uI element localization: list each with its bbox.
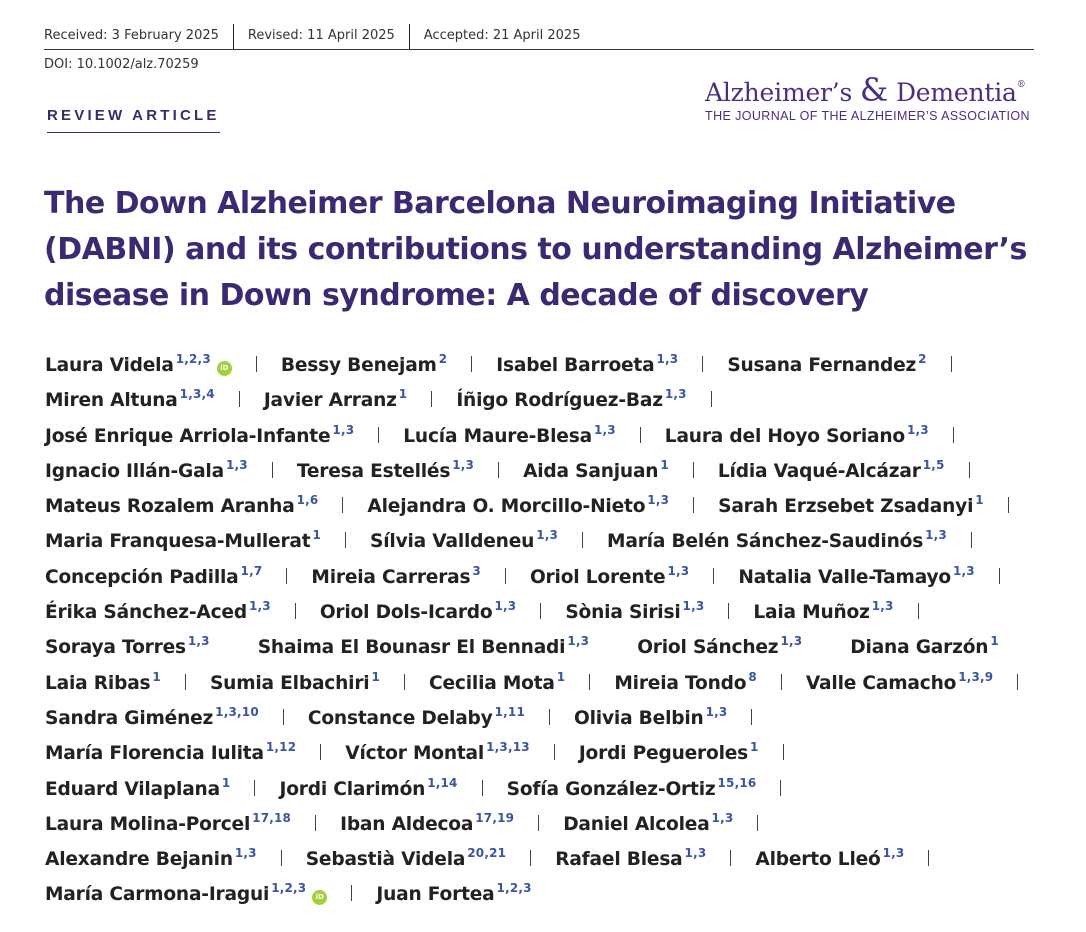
affiliation-superscript[interactable]: 1,3 [187,634,210,649]
author[interactable] [614,666,757,703]
affiliation-superscript[interactable]: 1,3 [871,599,894,614]
author[interactable] [530,560,689,597]
author-separator [1017,674,1018,690]
affiliation-superscript[interactable]: 1,3 [536,528,559,543]
author[interactable] [574,701,727,738]
affiliation-superscript[interactable]: 2 [438,352,448,366]
author-separator [295,603,296,619]
affiliation-superscript[interactable]: 1,3 [684,846,707,861]
author-name[interactable]: Alexandre Bejanin [45,849,233,871]
article-title: The Down Alzheimer Barcelona Neuroimaging Initiative (DABNI) and its contributions to understanding Alzheimer’s disease in Down syndrome: A decade of discovery [44,186,1027,313]
author-separator [431,391,432,407]
affiliation-superscript[interactable]: 1,3 [332,422,355,437]
author[interactable] [738,560,975,597]
affiliation-superscript[interactable]: 1 [221,775,231,790]
author-line [45,877,1045,912]
author-separator [505,568,506,584]
author-name[interactable]: Concepción Padilla [45,566,239,588]
author-separator [999,568,1000,584]
author-separator [780,780,781,796]
author-name[interactable]: María Belén Sánchez-Saudinós [607,531,924,553]
author-separator [711,391,712,407]
author-name[interactable]: Lídia Vaqué-Alcázar [717,460,921,482]
author[interactable] [665,419,929,456]
author-name[interactable]: María Carmona-Iragui [45,884,270,906]
affiliation-superscript[interactable]: 1,14 [427,775,458,790]
author-name[interactable]: Shaima El Bounasr El Bennadi [257,637,566,659]
author[interactable] [258,630,589,667]
journal-name-part2: Dementia [888,78,1017,107]
author-line [45,454,1045,489]
author-name[interactable]: Víctor Montal [345,743,485,765]
header-rule [44,49,1034,50]
journal-name-ampersand: & [859,71,889,109]
author-separator [540,603,541,619]
author-name[interactable]: Bessy Benejam [280,355,437,376]
author-separator [342,497,343,513]
author-separator [185,674,186,690]
affiliation-superscript[interactable]: 1,3 [952,563,975,578]
journal-name [705,70,1030,108]
author-separator [482,780,483,796]
affiliation-superscript[interactable]: 1 [750,740,759,755]
affiliation-superscript[interactable]: 1,5 [922,457,945,472]
author[interactable] [45,419,354,456]
author-separator [751,709,752,725]
affiliation-superscript[interactable]: 1,11 [494,704,526,719]
author-separator [554,744,555,760]
author-line [45,842,1045,877]
author-separator [538,815,539,831]
author-name[interactable]: Sònia Sirisi [565,602,681,624]
author-separator [781,674,782,690]
affiliation-superscript[interactable]: 1,2,3 [175,352,211,366]
author[interactable] [718,454,945,491]
author-line [45,383,1045,418]
author-separator [281,850,282,866]
affiliation-superscript[interactable]: 17,19 [475,810,515,825]
author-name[interactable]: Mireia Carreras [311,566,471,588]
affiliation-superscript[interactable]: 1 [556,669,566,684]
author-separator [702,356,703,372]
affiliation-superscript[interactable]: 1,7 [240,563,263,578]
author-name[interactable]: Laia Ribas [45,672,151,694]
affiliation-superscript[interactable]: 1,3 [494,599,517,614]
author-separator [378,427,379,443]
affiliation-superscript[interactable]: 2 [918,352,927,366]
author-separator [530,850,531,866]
author-line [45,630,1045,665]
author[interactable] [806,666,993,703]
author-name[interactable]: Érika Sánchez-Aced [45,602,247,624]
affiliation-superscript[interactable]: 1,3 [882,846,905,861]
author-separator [272,462,273,478]
author-name[interactable]: Miren Altuna [45,390,178,412]
author-separator [918,603,919,619]
affiliation-superscript[interactable]: 1,3,9 [958,669,994,684]
author[interactable] [311,560,481,597]
author[interactable] [607,524,947,561]
author-separator [345,532,346,548]
author-name[interactable]: Mateus Rozalem Aranha [45,496,295,518]
author-name[interactable]: Sebastià Videla [305,849,466,871]
author[interactable] [367,489,669,526]
author[interactable] [45,524,321,561]
author-name[interactable]: Lucía Maure-Blesa [403,425,592,447]
affiliation-superscript[interactable]: 1,3,13 [486,740,530,755]
author-separator [969,462,970,478]
affiliation-superscript[interactable]: 1,3 [452,457,475,472]
author[interactable] [753,595,893,632]
author-name[interactable]: Ignacio Illán-Gala [45,460,224,482]
author-name[interactable]: Sumia Elbachiri [209,672,370,694]
author-name[interactable]: Teresa Estellés [296,460,451,482]
affiliation-superscript[interactable]: 1 [990,634,999,649]
author-name[interactable]: Jordi Pegueroles [578,743,749,765]
author[interactable] [456,383,686,420]
author-separator [286,568,287,584]
affiliation-superscript[interactable]: 1,3 [705,704,728,719]
affiliation-superscript[interactable]: 1,2,3 [496,881,532,896]
author-name[interactable]: Alejandra O. Morcillo-Nieto [367,496,646,518]
author-name[interactable]: Soraya Torres [45,637,186,659]
author-name[interactable]: Íñigo Rodríguez-Baz [456,390,663,412]
author-separator [283,709,284,725]
author-name[interactable]: Laura Molina-Porcel [45,813,251,835]
author-name[interactable]: Rafael Blesa [555,849,683,871]
author-separator [953,427,954,443]
author-name[interactable]: Oriol Lorente [529,566,666,588]
affiliation-superscript[interactable]: 15,16 [717,775,757,790]
author[interactable] [306,842,506,879]
journal-logo [705,70,1030,123]
author[interactable] [45,701,259,738]
author[interactable] [45,630,210,667]
affiliation-superscript[interactable]: 3 [472,563,481,578]
author[interactable] [45,772,230,809]
author-name[interactable]: Constance Delaby [307,707,493,729]
author[interactable] [370,524,558,561]
affiliation-superscript[interactable]: 1,3 [780,634,803,649]
registered-mark: ® [1016,80,1026,90]
author-separator [693,497,694,513]
affiliation-superscript[interactable]: 1 [371,669,381,684]
author[interactable] [496,348,678,385]
affiliation-superscript[interactable]: 17,18 [252,810,292,825]
affiliation-superscript[interactable]: 1,3 [682,599,705,614]
author-separator [730,850,731,866]
author-line [45,701,1045,736]
revised-date: Revised: 11 April 2025 [233,24,409,49]
author-name[interactable]: Alberto Lleó [755,849,881,871]
author-line [45,524,1045,559]
author-name[interactable]: Oriol Sánchez [637,637,779,659]
affiliation-superscript[interactable]: 1 [660,457,669,472]
doi: DOI: 10.1002/alz.70259 [44,57,199,72]
affiliation-superscript[interactable]: 1 [975,493,984,508]
author-name[interactable]: Sílvia Valldeneu [370,531,535,553]
author-name[interactable]: María Florencia Iulita [45,743,264,765]
affiliation-superscript[interactable]: 1,3 [925,528,947,543]
author-name[interactable]: Susana Fernandez [727,355,917,376]
affiliation-superscript[interactable]: 1 [152,669,161,684]
author-name[interactable]: Laura Videla [45,355,174,376]
author[interactable] [45,489,318,526]
author-separator [498,462,499,478]
author-line [45,666,1045,701]
author[interactable] [45,877,327,914]
affiliation-superscript[interactable]: 20,21 [467,846,507,861]
author-separator [693,462,694,478]
author-name[interactable]: Mireia Tondo [614,672,747,694]
author-separator [239,391,240,407]
author-name[interactable]: Oriol Dols-Icardo [319,602,493,624]
journal-name-part1: Alzheimer’s [705,78,860,107]
publication-dates [44,24,1034,49]
author-separator [582,532,583,548]
affiliation-superscript[interactable]: 1,3 [248,599,271,614]
author[interactable] [755,842,904,879]
orcid-icon[interactable]: iD [312,890,327,905]
author-separator [404,674,405,690]
author-name[interactable]: Jordi Clarimón [279,778,426,800]
author-name[interactable]: Isabel Barroeta [496,355,655,376]
author-name[interactable]: Olivia Belbin [574,707,704,729]
journal-subtitle: THE JOURNAL OF THE ALZHEIMER’S ASSOCIATION [705,109,1030,123]
author-name[interactable]: Laura del Hoyo Soriano [664,425,905,447]
author-separator [315,815,316,831]
affiliation-superscript[interactable]: 1,3 [711,810,734,825]
author-separator [1008,497,1009,513]
author-separator [256,356,257,372]
author-separator [351,885,352,901]
author[interactable] [297,454,474,491]
author-name[interactable]: Aida Sanjuan [523,460,659,482]
affiliation-superscript[interactable]: 1,6 [296,493,319,508]
affiliation-superscript[interactable]: 1,3,10 [215,704,259,719]
author-separator [713,568,714,584]
author[interactable] [45,454,248,491]
author[interactable] [281,348,447,385]
author[interactable] [45,383,215,420]
affiliation-superscript[interactable]: 1,3 [664,387,687,402]
author-name[interactable]: Juan Fortea [376,884,495,906]
affiliation-superscript[interactable]: 1,12 [265,740,297,755]
author[interactable] [279,772,457,809]
received-date: Received: 3 February 2025 [44,28,219,43]
affiliation-superscript[interactable]: 1,3 [656,352,679,366]
author-separator [928,850,929,866]
author[interactable] [45,842,257,879]
author[interactable] [320,595,517,632]
author-name[interactable]: Iban Aldecoa [340,813,474,835]
author[interactable] [376,877,531,914]
author-separator [728,603,729,619]
author-separator [254,780,255,796]
author[interactable] [555,842,706,879]
author[interactable] [45,666,161,703]
author[interactable] [45,560,262,597]
affiliation-superscript[interactable]: 1,3 [667,563,690,578]
author-name[interactable]: José Enrique Arriola-Infante [45,425,331,447]
author-list [45,348,1045,913]
affiliation-superscript[interactable]: 1,3 [906,422,929,437]
author-name[interactable]: Daniel Alcolea [563,813,710,835]
author[interactable] [45,595,271,632]
author-name[interactable]: Diana Garzón [850,637,989,659]
affiliation-superscript[interactable]: 1,3 [234,846,257,861]
author[interactable] [563,807,733,844]
author-name[interactable]: Sarah Erzsebet Zsadanyi [718,496,974,518]
author[interactable] [727,348,926,385]
affiliation-superscript[interactable]: 1,2,3 [271,881,307,896]
author-line [45,560,1045,595]
author[interactable] [637,630,802,667]
author-name[interactable]: Laia Muñoz [753,602,870,624]
author-name[interactable]: Javier Arranz [263,390,397,412]
author-name[interactable]: Valle Camacho [805,672,957,694]
article-type-label: REVIEW ARTICLE [47,107,220,133]
author-separator [971,532,972,548]
affiliation-superscript[interactable]: 1,3 [593,422,616,437]
author-name[interactable]: Eduard Vilaplana [45,778,220,800]
author-separator [951,356,952,372]
author-name[interactable]: Maria Franquesa-Mullerat [45,531,311,553]
affiliation-superscript[interactable]: 1,3,4 [179,387,215,402]
author-name[interactable]: Sandra Giménez [45,707,214,729]
orcid-icon[interactable]: iD [217,361,232,376]
author-separator [589,674,590,690]
author-name[interactable]: Cecilia Mota [429,672,555,694]
author[interactable] [403,419,616,456]
author-line [45,419,1045,454]
author-line [45,772,1045,807]
author-line [45,736,1045,771]
author-separator [549,709,550,725]
accepted-date: Accepted: 21 April 2025 [409,24,595,49]
author-separator [783,744,784,760]
author-separator [757,815,758,831]
author[interactable] [45,736,296,773]
author-separator [471,356,472,372]
affiliation-superscript[interactable]: 8 [748,669,757,684]
author-name[interactable]: Natalia Valle-Tamayo [738,566,951,588]
affiliation-superscript[interactable]: 1,3 [647,493,670,508]
author-name[interactable]: Sofía González-Ortiz [506,778,716,800]
affiliation-superscript[interactable]: 1 [398,387,408,402]
author-separator [320,744,321,760]
affiliation-superscript[interactable]: 1,3 [225,457,248,472]
author-separator [640,427,641,443]
affiliation-superscript[interactable]: 1 [312,528,322,543]
affiliation-superscript[interactable]: 1,3 [567,634,590,649]
